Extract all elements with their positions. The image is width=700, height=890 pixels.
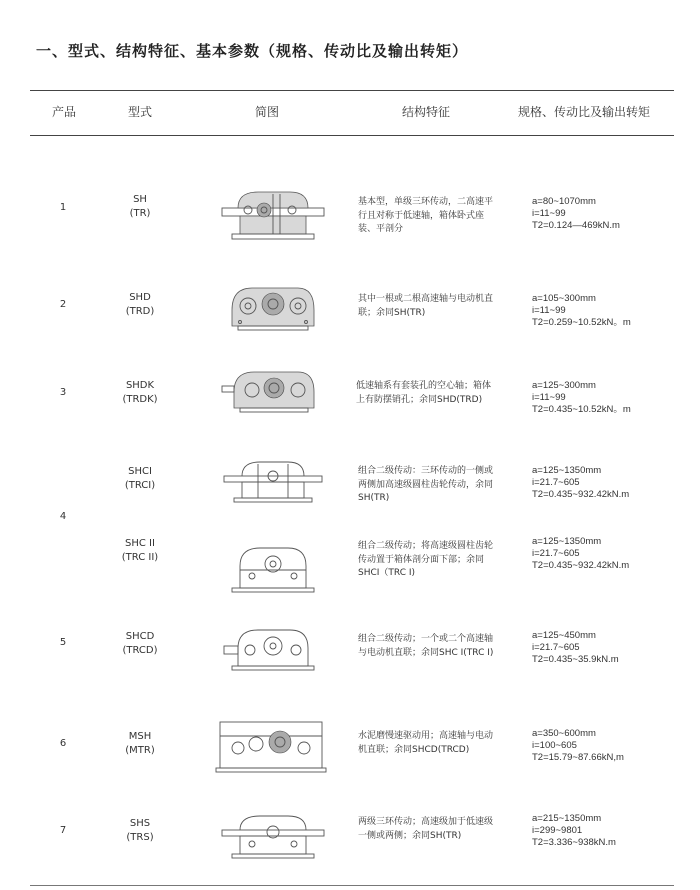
row-spec: a=125~1350mm i=21.7~605 T2=0.435~932.42kN.m	[532, 465, 630, 500]
row-model: SHD (TRD)	[125, 292, 155, 317]
row-spec: a=105~300mm i=11~99 T2=0.259~10.52kN。m	[532, 293, 631, 328]
row-feature: 两级三环传动；高速级加于低速级一侧或两侧；余同SH(TR)	[358, 817, 494, 841]
row-feature: 组合二级传动；将高速级圆柱齿轮传动置于箱体剖分面下部；余同SHCI（TRC I)	[358, 541, 494, 578]
row-spec: a=125~300mm i=11~99 T2=0.435~10.52kN。m	[532, 380, 631, 415]
gearbox-msh-icon	[214, 712, 328, 778]
page-title: 一、型式、结构特征、基本参数（规格、传动比及输出转矩）	[36, 42, 469, 60]
gearbox-sh-icon	[218, 186, 328, 246]
header-spec: 规格、传动比及输出转矩	[518, 105, 651, 119]
row-model: SHS (TRS)	[126, 818, 154, 843]
row-model: MSH (MTR)	[125, 731, 155, 756]
table-bottom-rule	[30, 885, 674, 886]
row-model: SHC II (TRC II)	[121, 538, 159, 563]
gearbox-shci-icon	[218, 452, 328, 512]
row-number: 2	[59, 299, 67, 310]
row-feature: 组合二级传动：三环传动的一侧或两侧加高速级圆柱齿轮传动，余同SH(TR)	[358, 466, 494, 503]
header-diagram: 简图	[255, 105, 280, 119]
gearbox-shcd-icon	[218, 620, 328, 680]
row-number: 1	[59, 202, 67, 213]
header-model: 型式	[128, 105, 153, 119]
row-feature: 其中一根或二根高速轴与电动机直联；余同SH(TR)	[358, 294, 494, 318]
row-model: SHCI (TRCI)	[124, 466, 156, 491]
header-feature: 结构特征	[402, 105, 451, 119]
row-feature: 水泥磨慢速驱动用；高速轴与电动机直联；余同SHCD(TRCD)	[358, 731, 494, 755]
row-spec: a=125~450mm i=21.7~605 T2=0.435~35.9kN.m	[532, 630, 619, 665]
header-product: 产品	[52, 105, 77, 119]
row-number: 3	[59, 387, 67, 398]
row-model: SHCD (TRCD)	[122, 631, 158, 656]
row-feature: 基本型，单级三环传动，二高速平行且对称于低速轴，箱体卧式座装、平剖分	[358, 197, 494, 234]
row-number: 5	[59, 637, 67, 648]
row-spec: a=215~1350mm i=299~9801 T2=3.336~938kN.m	[532, 813, 616, 848]
table-header-rule	[30, 135, 674, 136]
gearbox-shdk-icon	[218, 360, 328, 420]
row-spec: a=350~600mm i=100~605 T2=15.79~87.66kN,m	[532, 728, 624, 763]
table-top-rule	[30, 90, 674, 91]
row-model: SH (TR)	[129, 194, 151, 219]
row-model: SHDK (TRDK)	[122, 380, 158, 405]
row-number: 4	[59, 511, 67, 522]
gearbox-shs-icon	[218, 808, 328, 868]
row-feature: 低速轴系有套装孔的空心轴；箱体上有防摆销孔；余同SHD(TRD)	[356, 381, 492, 405]
row-number: 6	[59, 738, 67, 749]
row-number: 7	[59, 825, 67, 836]
row-spec: a=80~1070mm i=11~99 T2=0.124—469kN.m	[532, 196, 620, 231]
row-spec: a=125~1350mm i=21.7~605 T2=0.435~932.42kN.m	[532, 536, 630, 571]
row-feature: 组合二级传动；一个或二个高速轴与电动机直联；余同SHC I(TRC I)	[358, 634, 494, 658]
gearbox-shd-icon	[218, 276, 328, 336]
gearbox-shcii-icon	[218, 540, 328, 600]
